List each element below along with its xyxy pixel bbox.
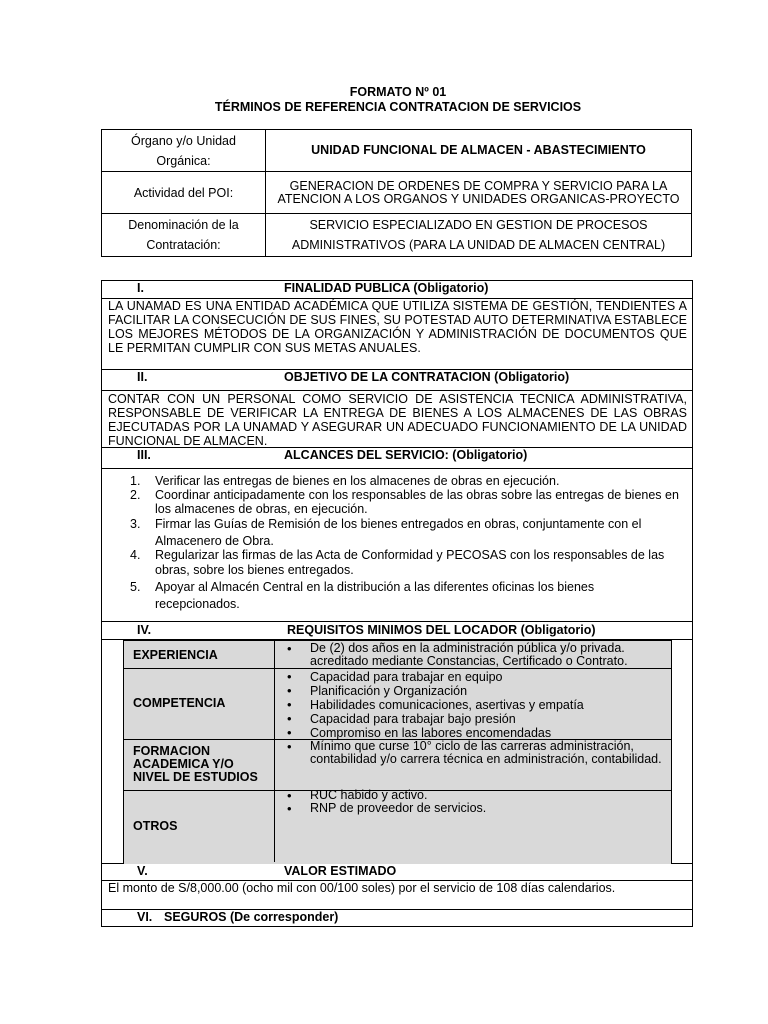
requisito-label: EXPERIENCIA bbox=[133, 648, 218, 662]
list-item: 3. Firmar las Guías de Remisión de los bienes entregados en obras, conjuntamente con el Almacenero de Obra. bbox=[130, 517, 642, 548]
denominacion-value: SERVICIO ESPECIALIZADO EN GESTION DE PROCESOS ADMINISTRATIVOS (PARA LA UNIDAD DE ALMACEN CENTRAL) bbox=[266, 214, 692, 257]
section-1-text: LA UNAMAD ES UNA ENTIDAD ACADÉMICA QUE UTILIZA SISTEMA DE GESTIÓN, TENDIENTES A FACILITAR LA CONSECUCIÓN DE SUS FINES, SU POTESTAD AUTO DETERMINATIVA ESTABLECE LOS MEJORES MÉTODOS DE LA ORGANIZACIÓN Y ADMINISTRACIÓN DE DOCUMENTOS QUE LE PERMITAN CUMPLIR CON SUS METAS ANUALES. bbox=[108, 299, 687, 355]
section-2-number: II. bbox=[137, 370, 148, 384]
section-5-text: El monto de S/8,000.00 (ocho mil con 00/100 soles) por el servicio de 108 días calendarios. bbox=[108, 881, 616, 895]
section-6-number: VI. bbox=[137, 910, 153, 924]
document-title: FORMATO Nº 01 bbox=[349, 85, 447, 99]
denominacion-label: Denominación de la Contratación: bbox=[102, 214, 266, 257]
document-subtitle: TÉRMINOS DE REFERENCIA CONTRATACION DE SERVICIOS bbox=[214, 100, 582, 114]
table-row bbox=[124, 641, 671, 669]
section-1-number: I. bbox=[137, 281, 144, 295]
requisitos-table bbox=[123, 640, 672, 863]
list-item: • Compromiso en las labores encomendadas bbox=[287, 725, 552, 740]
section-3-title: ALCANCES DEL SERVICIO: (Obligatorio) bbox=[284, 448, 528, 462]
requisito-label: COMPETENCIA bbox=[133, 696, 226, 710]
list-item: • Capacidad para trabajar en equipo bbox=[287, 669, 503, 684]
section-3-number: III. bbox=[137, 448, 151, 462]
list-item: • Habilidades comunicaciones, asertivas y empatía bbox=[287, 697, 584, 712]
section-6-title: SEGUROS (De corresponder) bbox=[164, 910, 339, 924]
table-row bbox=[124, 669, 671, 740]
list-item: • RUC habido y activo. bbox=[287, 788, 428, 803]
section-5-title: VALOR ESTIMADO bbox=[284, 864, 397, 878]
section-5-number: V. bbox=[137, 864, 148, 878]
list-item: • Planificación y Organización bbox=[287, 683, 468, 698]
requisito-label: OTROS bbox=[133, 819, 178, 833]
requisito-label: FORMACION ACADEMICA Y/O NIVEL DE ESTUDIOS bbox=[133, 744, 258, 784]
table-row bbox=[124, 788, 671, 864]
organo-label: Órgano y/o Unidad Orgánica: bbox=[102, 130, 266, 172]
list-item: • RNP de proveedor de servicios. bbox=[287, 801, 487, 816]
section-2-text: CONTAR CON UN PERSONAL COMO SERVICIO DE ASISTENCIA TECNICA ADMINISTRATIVA, RESPONSABLE DE VERIFICAR LA ENTREGA DE BIENES A LOS ALMACENES DE LAS OBRAS EJECUTADAS POR LA UNAMAD Y ASEGURAR UN ADECUADO FUNCIONAMIENTO DE LA UNIDAD FUNCIONAL DE ALMACEN. bbox=[108, 392, 687, 448]
actividad-label: Actividad del POI: bbox=[102, 172, 266, 214]
list-item: • De (2) dos años en la administración pública y/o privada. acreditado mediante Constancias, Certificado o Contrato. bbox=[287, 641, 628, 668]
actividad-value: GENERACION DE ORDENES DE COMPRA Y SERVICIO PARA LA ATENCION A LOS ORGANOS Y UNIDADES ORGANICAS-PROYECTO bbox=[266, 172, 692, 214]
section-2-title: OBJETIVO DE LA CONTRATACION (Obligatorio) bbox=[284, 370, 570, 384]
list-item: 4. Regularizar las firmas de las Acta de Conformidad y PECOSAS con los responsables de las obras, sobre los bienes entregados. bbox=[130, 548, 665, 577]
list-item: 1. Verificar las entregas de bienes en los almacenes de obras en ejecución. bbox=[130, 474, 560, 488]
section-1-title: FINALIDAD PUBLICA (Obligatorio) bbox=[284, 281, 489, 295]
organo-value: UNIDAD FUNCIONAL DE ALMACEN - ABASTECIMIENTO bbox=[266, 130, 692, 172]
list-item: 2. Coordinar anticipadamente con los responsables de las obras sobre las entregas de bienes en los almacenes de obras, en ejecución. bbox=[130, 488, 679, 516]
list-item: • Mínimo que curse 10° ciclo de las carreras administración, contabilidad y/o carrera técnica en administración, contabilidad. bbox=[287, 739, 662, 766]
table-row bbox=[124, 740, 671, 791]
header-table bbox=[101, 129, 692, 257]
list-item: • Capacidad para trabajar bajo presión bbox=[287, 711, 516, 726]
section-4-number: IV. bbox=[137, 623, 152, 637]
section-4-title: REQUISITOS MINIMOS DEL LOCADOR (Obligatorio) bbox=[287, 623, 596, 637]
list-item: 5. Apoyar al Almacén Central en la distribución a las diferentes oficinas los bienes recepcionados. bbox=[130, 580, 595, 611]
